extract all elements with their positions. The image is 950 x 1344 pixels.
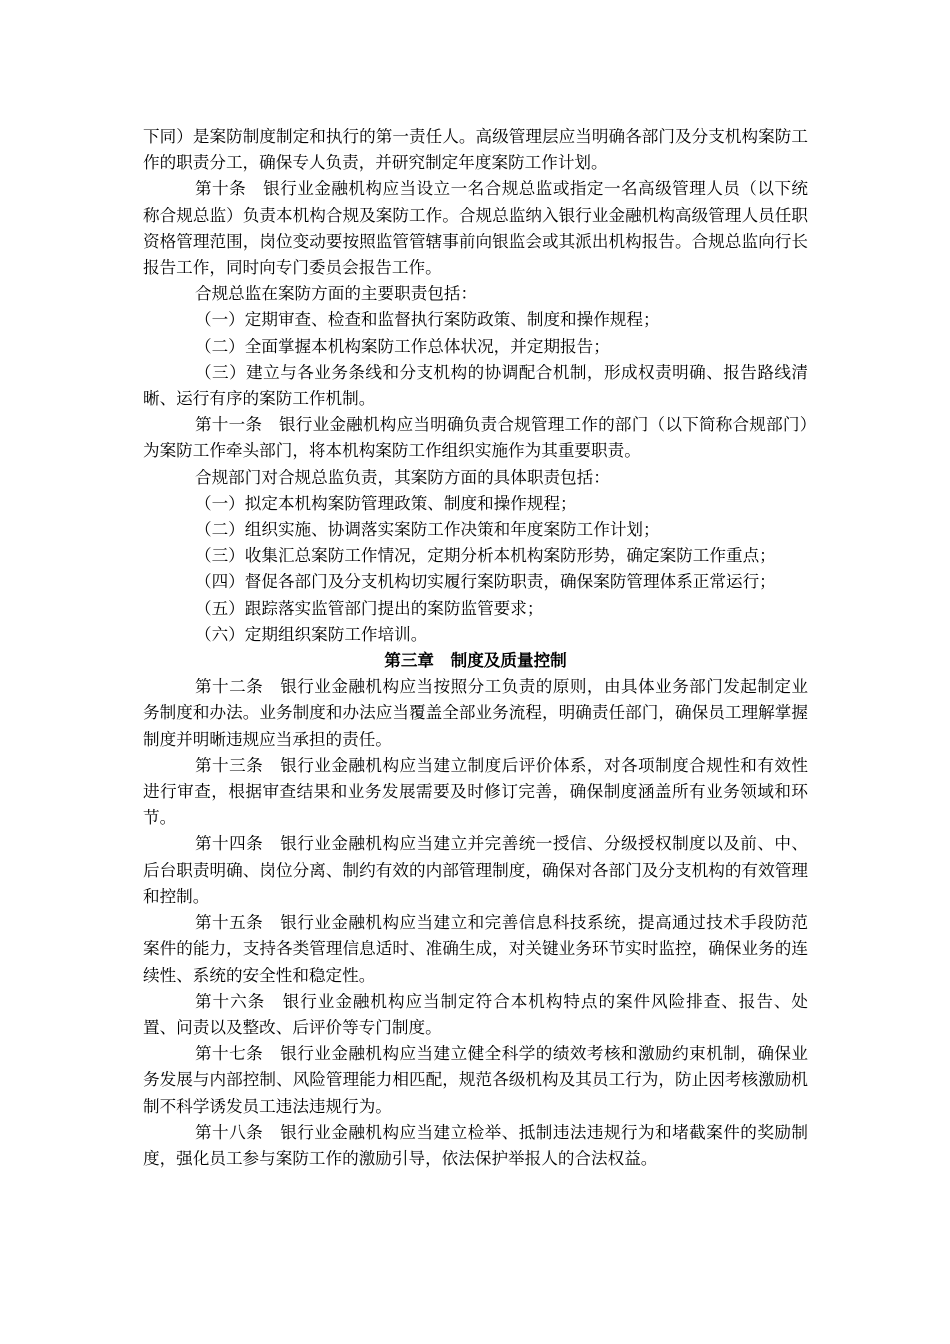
article-13: 第十三条 银行业金融机构应当建立制度后评价体系，对各项制度合规性和有效性进行审查，根据审查结果和业务发展需要及时修订完善，确保制度涵盖所有业务领域和环节。 xyxy=(143,755,808,828)
chapter-heading: 第三章 制度及质量控制 xyxy=(384,651,567,671)
list-item: （四）督促各部门及分支机构切实履行案防职责，确保案防管理体系正常运行； xyxy=(195,572,776,592)
article-12: 第十二条 银行业金融机构应当按照分工负责的原则，由具体业务部门发起制定业务制度和办法。业务制度和办法应当覆盖全部业务流程，明确责任部门，确保员工理解掌握制度并明晰违规应当承担的责任。 xyxy=(143,677,808,749)
paragraph: 下同）是案防制度制定和执行的第一责任人。高级管理层应当明确各部门及分支机构案防工作的职责分工，确保专人负责，并研究制定年度案防工作计划。 xyxy=(143,127,808,173)
article-15: 第十五条 银行业金融机构应当建立和完善信息科技系统，提高通过技术手段防范案件的能力，支持各类管理信息适时、准确生成，对关键业务环节实时监控，确保业务的连续性、系统的安全性和稳定性。 xyxy=(143,913,808,985)
article-18: 第十八条 银行业金融机构应当建立检举、抵制违法违规行为和堵截案件的奖励制度，强化员工参与案防工作的激励引导，依法保护举报人的合法权益。 xyxy=(143,1122,808,1168)
article-16: 第十六条 银行业金融机构应当制定符合本机构特点的案件风险排查、报告、处置、问责以及整改、后评价等专门制度。 xyxy=(143,991,808,1037)
list-item: （三）建立与各业务条线和分支机构的协调配合机制，形成权责明确、报告路线清晰、运行有序的案防工作机制。 xyxy=(143,362,808,409)
paragraph: 合规总监在案防方面的主要职责包括： xyxy=(195,284,478,304)
list-item: （五）跟踪落实监管部门提出的案防监管要求； xyxy=(195,598,544,618)
list-item: （一）拟定本机构案防管理政策、制度和操作规程； xyxy=(195,493,577,513)
document-body xyxy=(143,124,808,1172)
list-item: （二）全面掌握本机构案防工作总体状况，并定期报告； xyxy=(195,336,610,356)
paragraph: 合规部门对合规总监负责，其案防方面的具体职责包括： xyxy=(195,467,610,487)
list-item: （一）定期审查、检查和监督执行案防政策、制度和操作规程； xyxy=(195,310,660,330)
list-item: （三）收集汇总案防工作情况，定期分析本机构案防形势，确定案防工作重点； xyxy=(195,546,776,566)
article-10: 第十条 银行业金融机构应当设立一名合规总监或指定一名高级管理人员（以下统称合规总监）负责本机构合规及案防工作。合规总监纳入银行业金融机构高级管理人员任职资格管理范围，岗位变动要按照监管管辖事前向银监会或其派出机构报告。合规总监向行长报告工作，同时向专门委员会报告工作。 xyxy=(143,179,808,278)
article-14: 第十四条 银行业金融机构应当建立并完善统一授信、分级授权制度以及前、中、后台职责明确、岗位分离、制约有效的内部管理制度，确保对各部门及分支机构的有效管理和控制。 xyxy=(143,834,808,906)
list-item: （二）组织实施、协调落实案防工作决策和年度案防工作计划； xyxy=(195,520,660,540)
list-item: （六）定期组织案防工作培训。 xyxy=(195,624,428,644)
article-11: 第十一条 银行业金融机构应当明确负责合规管理工作的部门（以下简称合规部门）为案防工作牵头部门，将本机构案防工作组织实施作为其重要职责。 xyxy=(143,415,808,461)
article-17: 第十七条 银行业金融机构应当建立健全科学的绩效考核和激励约束机制，确保业务发展与内部控制、风险管理能力相匹配，规范各级机构及其员工行为，防止因考核激励机制不科学诱发员工违法违规行为。 xyxy=(143,1044,808,1116)
